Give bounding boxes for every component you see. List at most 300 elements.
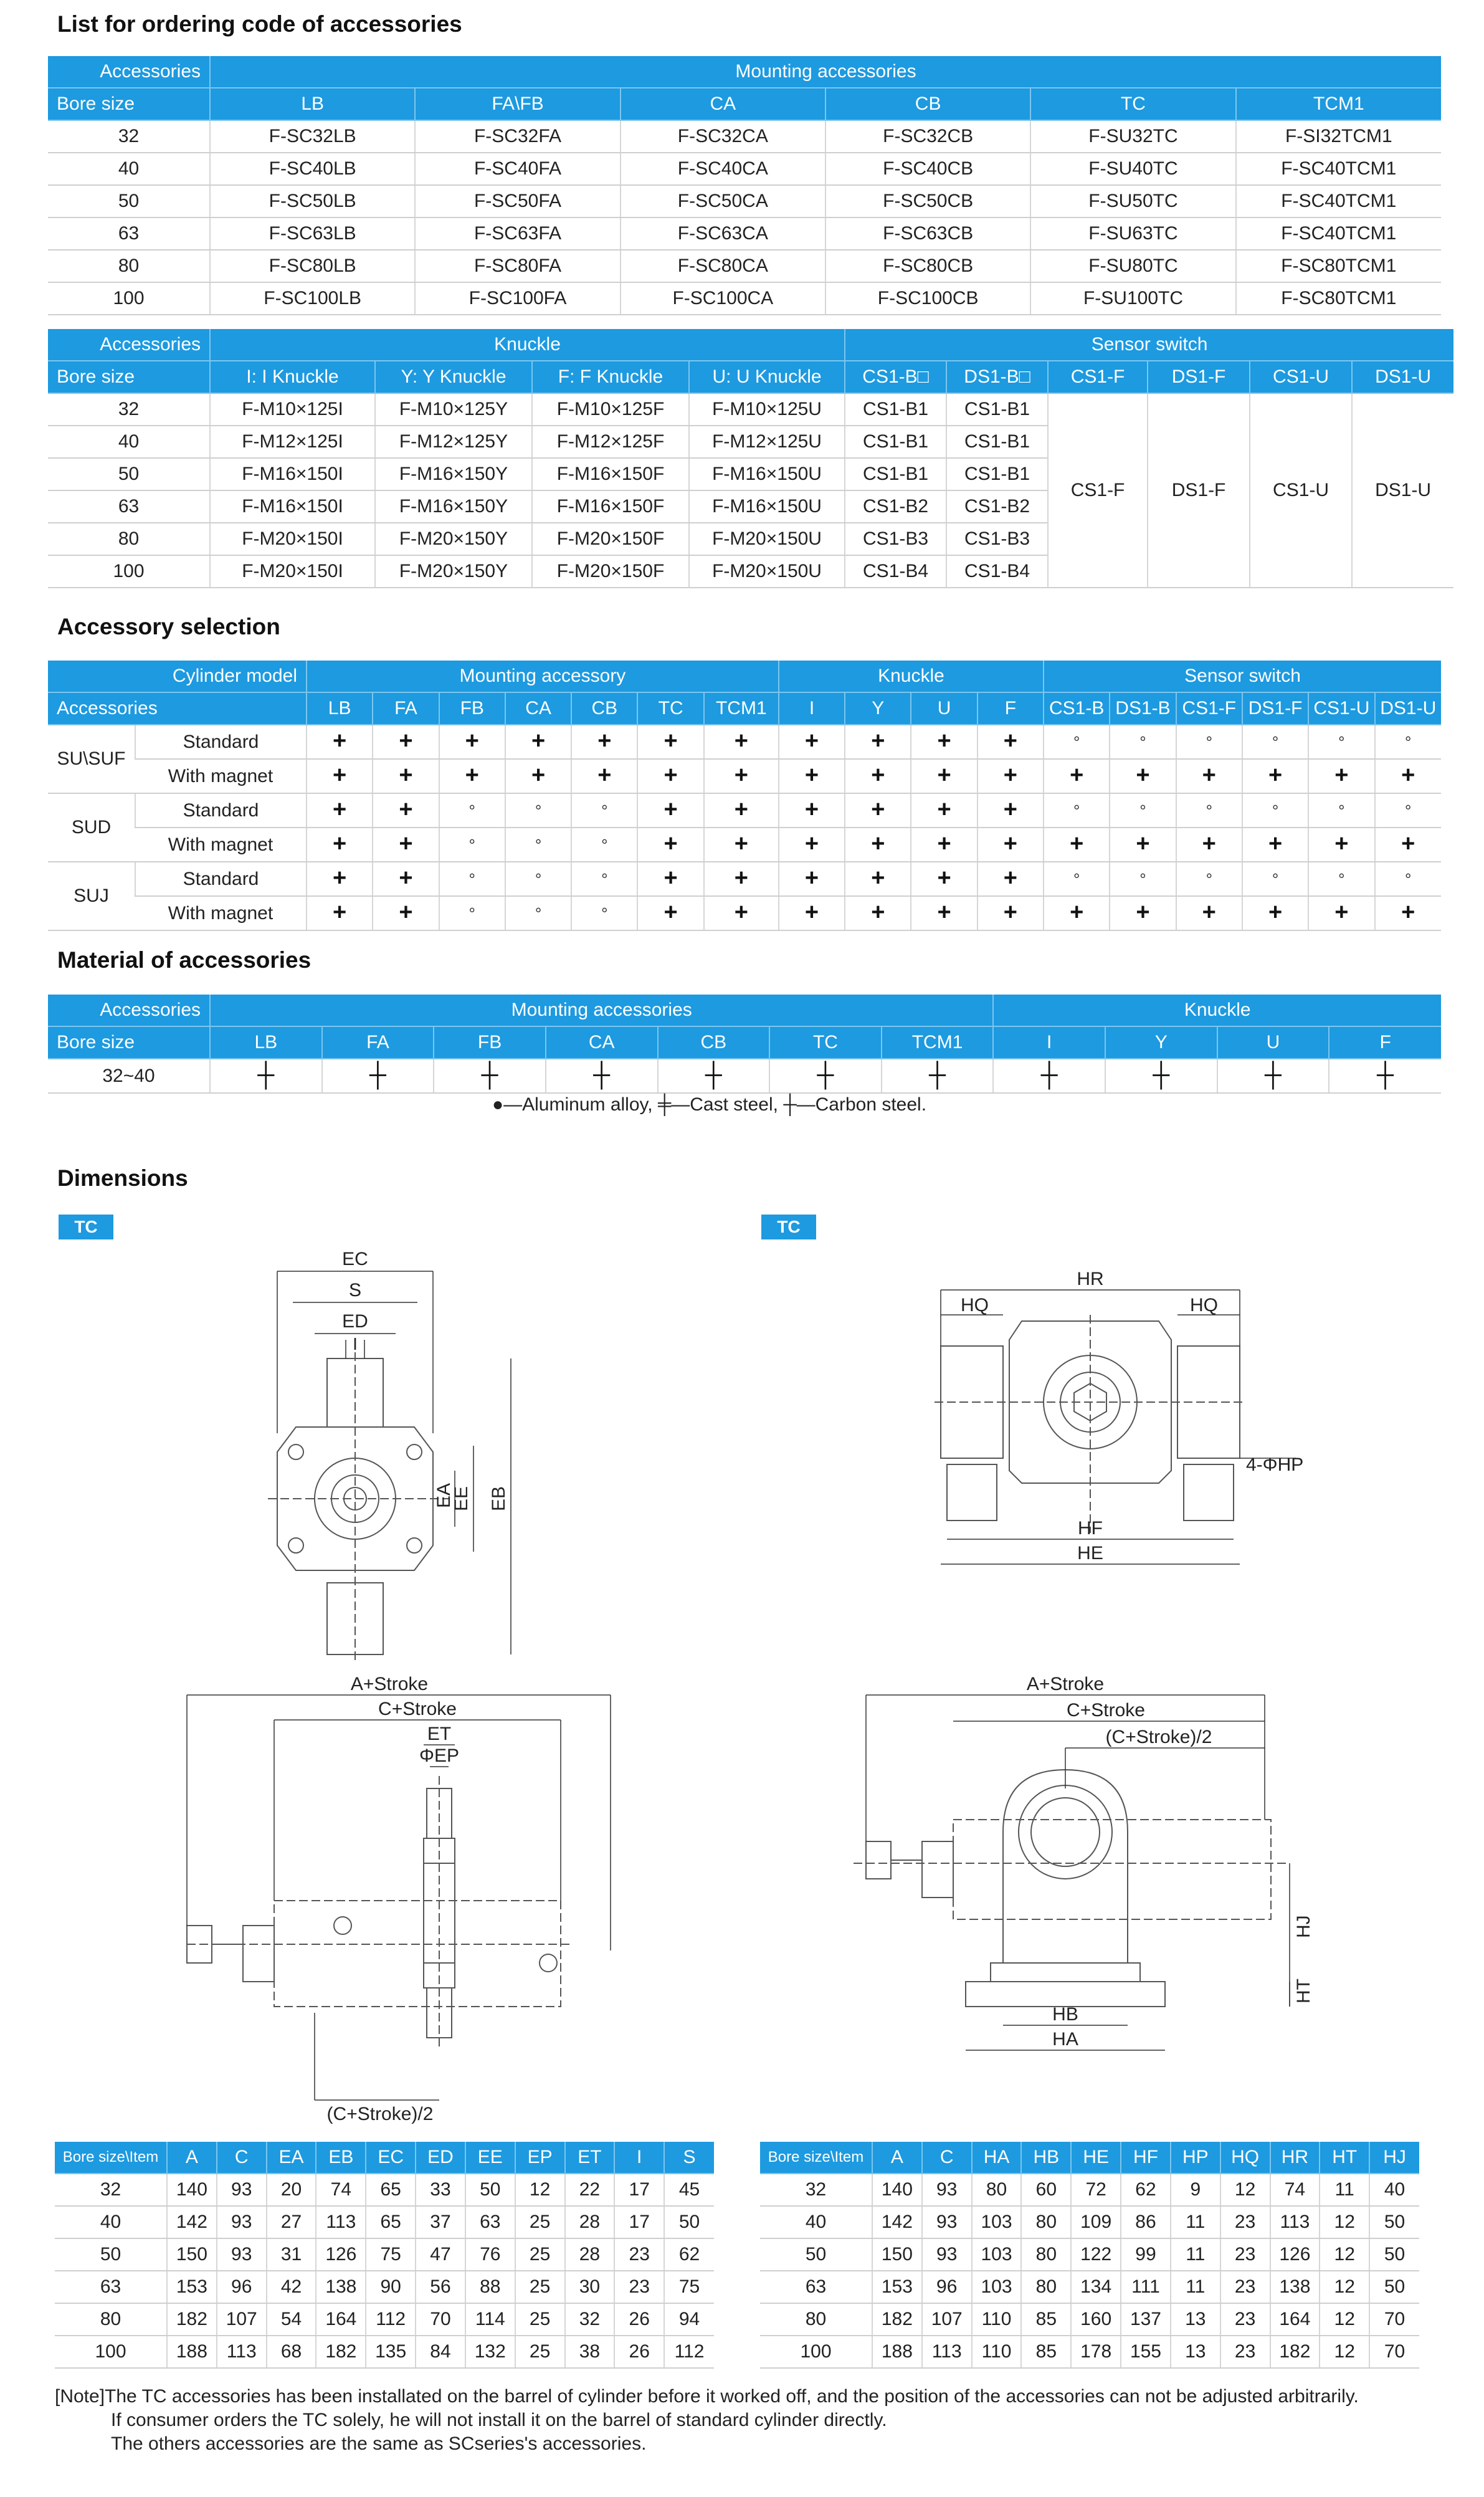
- tc-front-view-drawing: [268, 1246, 530, 1670]
- dim-hf-label: HF: [1078, 1518, 1103, 1539]
- tc-tag-left: TC: [59, 1215, 113, 1239]
- carbon-steel-icon: ┼: [1264, 1062, 1282, 1088]
- bore-size-header: Bore size: [48, 361, 210, 393]
- dimension-value-cell: 155: [1121, 2336, 1171, 2368]
- circle-icon: °: [1073, 869, 1080, 889]
- available-mark: [977, 725, 1044, 759]
- dimension-value-cell: 110: [972, 2303, 1022, 2336]
- column-header: DS1-U: [1352, 361, 1453, 393]
- carbon-steel-icon: ┼: [1040, 1062, 1058, 1088]
- dimension-value-cell: 32: [565, 2303, 615, 2336]
- plus-icon: +: [804, 728, 819, 754]
- dimension-value-cell: 164: [1270, 2303, 1320, 2336]
- bore-size-cell: 32: [760, 2174, 872, 2206]
- column-header: U: [911, 692, 977, 725]
- dimension-value-cell: 70: [1369, 2336, 1419, 2368]
- plus-icon: +: [399, 762, 413, 788]
- available-mark: [1176, 759, 1242, 793]
- dim-c-stroke-label: C+Stroke: [378, 1699, 457, 1719]
- unavailable-mark: [1176, 725, 1242, 759]
- bore-size-cell: 50: [48, 185, 210, 217]
- bore-size-cell: 80: [55, 2303, 167, 2336]
- plus-icon: +: [734, 865, 748, 891]
- plus-icon: +: [465, 762, 479, 788]
- circle-icon: °: [469, 869, 475, 889]
- order-code-cell: F-M20×150F: [532, 555, 689, 588]
- dimension-value-cell: 12: [1220, 2174, 1270, 2206]
- dimension-value-cell: 96: [922, 2271, 972, 2303]
- dimension-value-cell: 11: [1171, 2206, 1220, 2238]
- unavailable-mark: [1375, 862, 1441, 896]
- column-header: HQ: [1220, 2142, 1270, 2174]
- bore-size-cell: 40: [48, 153, 210, 185]
- plus-icon: +: [399, 796, 413, 823]
- table-row: [55, 2174, 714, 2206]
- order-code-cell: F-SU100TC: [1030, 282, 1235, 315]
- column-header: CA: [505, 692, 571, 725]
- column-header: CB: [571, 692, 637, 725]
- available-mark: [373, 725, 439, 759]
- unavailable-mark: [505, 896, 571, 930]
- column-header: HB: [1021, 2142, 1071, 2174]
- dimension-value-cell: 75: [664, 2271, 714, 2303]
- bore-size-cell: 50: [48, 458, 210, 490]
- cylinder-type-cell: With magnet: [135, 828, 307, 862]
- dimension-value-cell: 80: [1021, 2271, 1071, 2303]
- dimension-value-cell: 110: [972, 2336, 1022, 2368]
- unavailable-mark: [1044, 793, 1110, 828]
- dimension-value-cell: 12: [1320, 2206, 1369, 2238]
- plus-icon: +: [664, 865, 678, 891]
- dimension-value-cell: 12: [1320, 2271, 1369, 2303]
- dimension-value-cell: 50: [1369, 2206, 1419, 2238]
- order-code-cell: F-SC63CB: [825, 217, 1030, 250]
- carbon-steel-mark: [210, 1059, 322, 1093]
- circle-icon: °: [1405, 732, 1412, 752]
- available-mark: [637, 793, 703, 828]
- dimension-value-cell: 23: [614, 2271, 664, 2303]
- cylinder-type-cell: Standard: [135, 862, 307, 896]
- material-legend: [492, 1094, 926, 1115]
- carbon-steel-mark: [1329, 1059, 1441, 1093]
- plus-icon: +: [937, 762, 951, 788]
- knuckle-group: Knuckle: [779, 661, 1044, 692]
- available-mark: [1044, 828, 1110, 862]
- dimension-value-cell: 182: [872, 2303, 922, 2336]
- column-header: Bore size\Item: [55, 2142, 167, 2174]
- available-mark: [637, 896, 703, 930]
- carbon-steel-icon: ┼: [929, 1062, 946, 1088]
- dim-hp-label: 4-ΦHP: [1246, 1454, 1304, 1475]
- column-header: CS1-B□: [845, 361, 946, 393]
- dimension-value-cell: 86: [1121, 2206, 1171, 2238]
- bore-size-cell: 63: [48, 490, 210, 523]
- dimension-value-cell: 72: [1071, 2174, 1121, 2206]
- dim-ht-label: HT: [1293, 1979, 1314, 2003]
- circle-icon: °: [1206, 732, 1212, 752]
- dim-ee-label: EE: [451, 1486, 472, 1511]
- column-header: TCM1: [704, 692, 779, 725]
- column-header: CA: [546, 1026, 658, 1059]
- carbon-steel-icon: ┼: [705, 1062, 722, 1088]
- order-code-cell: F-M16×150U: [689, 458, 845, 490]
- column-header: TC: [769, 1026, 882, 1059]
- unavailable-mark: [571, 793, 637, 828]
- cylinder-type-cell: With magnet: [135, 759, 307, 793]
- column-header: Y: [845, 692, 911, 725]
- dimension-value-cell: 50: [1369, 2271, 1419, 2303]
- available-mark: [845, 793, 911, 828]
- order-code-cell: F-SC50LB: [210, 185, 415, 217]
- dimension-value-cell: 84: [416, 2336, 465, 2368]
- bore-size-cell: 50: [55, 2238, 167, 2271]
- unavailable-mark: [1044, 725, 1110, 759]
- bore-size-cell: 100: [760, 2336, 872, 2368]
- plus-icon: +: [1136, 899, 1150, 925]
- column-header: EP: [515, 2142, 565, 2174]
- carbon-steel-mark: [882, 1059, 994, 1093]
- dimension-table-cylinder: [55, 2142, 714, 2369]
- dimension-value-cell: 85: [1021, 2303, 1071, 2336]
- material-table: [48, 995, 1441, 1094]
- available-mark: [911, 725, 977, 759]
- dimension-value-cell: 63: [465, 2206, 515, 2238]
- dim-ep-label: ΦEP: [419, 1745, 459, 1766]
- plus-icon: +: [1401, 899, 1415, 925]
- order-code-cell: F-SU40TC: [1030, 153, 1235, 185]
- material-bore-label: 32~40: [48, 1059, 210, 1093]
- column-header: F: [977, 692, 1044, 725]
- bore-size-cell: 40: [760, 2206, 872, 2238]
- solid-dot-icon: ●: [492, 1094, 504, 1115]
- column-header: CS1-F: [1176, 692, 1242, 725]
- order-code-cell: F-SC40TCM1: [1236, 217, 1441, 250]
- unavailable-mark: [1242, 725, 1308, 759]
- dimension-value-cell: 22: [565, 2174, 615, 2206]
- carbon-steel-mark: [1217, 1059, 1329, 1093]
- column-header: LB: [210, 88, 415, 120]
- unavailable-mark: [1176, 862, 1242, 896]
- dim-hq-right-label: HQ: [1190, 1295, 1218, 1315]
- circle-icon: °: [1073, 801, 1080, 820]
- cylinder-type-cell: Standard: [135, 725, 307, 759]
- table-row: [48, 282, 1441, 315]
- order-code-cell: F-M20×150I: [210, 555, 375, 588]
- order-code-cell: CS1-B1: [845, 393, 946, 426]
- bore-size-cell: 63: [48, 217, 210, 250]
- column-header: FA: [322, 1026, 434, 1059]
- unavailable-mark: [439, 793, 505, 828]
- plus-icon: +: [1202, 831, 1216, 857]
- table-row: [760, 2271, 1419, 2303]
- merged-sensor-cell: DS1-U: [1352, 393, 1453, 588]
- column-header: I: [993, 1026, 1105, 1059]
- unavailable-mark: [1242, 862, 1308, 896]
- plus-icon: +: [871, 831, 885, 857]
- dim-c-stroke-label-2: C+Stroke: [1067, 1700, 1145, 1721]
- carbon-steel-icon: ┼: [1153, 1062, 1170, 1088]
- available-mark: [1375, 896, 1441, 930]
- dimension-value-cell: 62: [664, 2238, 714, 2271]
- tc-bracket-side-drawing: [829, 1676, 1364, 2063]
- dimension-value-cell: 74: [316, 2174, 366, 2206]
- dimension-value-cell: 28: [565, 2238, 615, 2271]
- dimension-value-cell: 11: [1320, 2174, 1369, 2206]
- available-mark: [307, 862, 373, 896]
- plus-icon: +: [1070, 899, 1084, 925]
- column-header: EB: [316, 2142, 366, 2174]
- plus-icon: +: [937, 728, 951, 754]
- circle-icon: °: [601, 801, 608, 820]
- available-mark: [1110, 828, 1176, 862]
- bore-size-cell: 80: [760, 2303, 872, 2336]
- column-header: FB: [434, 1026, 546, 1059]
- order-code-cell: CS1-B1: [845, 426, 946, 458]
- dimension-value-cell: 23: [1220, 2206, 1270, 2238]
- dim-ec-label: EC: [342, 1249, 368, 1269]
- order-code-cell: F-SC63FA: [415, 217, 620, 250]
- available-mark: [779, 793, 845, 828]
- dimension-value-cell: 188: [872, 2336, 922, 2368]
- order-code-cell: F-SC80FA: [415, 250, 620, 282]
- dim-c-half-label-2: (C+Stroke)/2: [1105, 1727, 1212, 1747]
- dimension-value-cell: 28: [565, 2206, 615, 2238]
- available-mark: [845, 725, 911, 759]
- column-header: LB: [307, 692, 373, 725]
- dimension-value-cell: 93: [217, 2238, 267, 2271]
- available-mark: [704, 896, 779, 930]
- plus-icon: +: [399, 899, 413, 925]
- available-mark: [977, 759, 1044, 793]
- column-header: S: [664, 2142, 714, 2174]
- order-code-cell: F-SC40FA: [415, 153, 620, 185]
- plus-icon: +: [871, 865, 885, 891]
- unavailable-mark: [505, 828, 571, 862]
- order-code-cell: CS1-B2: [946, 490, 1048, 523]
- order-code-cell: F-SC80LB: [210, 250, 415, 282]
- available-mark: [845, 896, 911, 930]
- plus-icon: +: [333, 899, 347, 925]
- dimension-value-cell: 150: [167, 2238, 217, 2271]
- order-code-cell: F-M16×150F: [532, 458, 689, 490]
- column-header: EA: [267, 2142, 316, 2174]
- circle-icon: °: [535, 869, 542, 889]
- available-mark: [1110, 759, 1176, 793]
- table-row: [48, 250, 1441, 282]
- plus-icon: +: [734, 728, 748, 754]
- table-row: [55, 2271, 714, 2303]
- column-header: DS1-F: [1148, 361, 1250, 393]
- dimension-value-cell: 12: [1320, 2303, 1369, 2336]
- circle-icon: °: [1206, 869, 1212, 889]
- dimension-value-cell: 11: [1171, 2271, 1220, 2303]
- available-mark: [911, 896, 977, 930]
- available-mark: [704, 828, 779, 862]
- dimension-value-cell: 25: [515, 2303, 565, 2336]
- dimension-value-cell: 25: [515, 2238, 565, 2271]
- plus-icon: +: [531, 762, 546, 788]
- dim-eb-label: EB: [488, 1486, 509, 1511]
- dimension-value-cell: 23: [614, 2238, 664, 2271]
- table-row: [55, 2206, 714, 2238]
- dimension-value-cell: 94: [664, 2303, 714, 2336]
- plus-icon: +: [1268, 762, 1283, 788]
- order-code-cell: F-M12×125F: [532, 426, 689, 458]
- plus-icon: +: [531, 728, 546, 754]
- unavailable-mark: [1375, 793, 1441, 828]
- dimension-value-cell: 113: [217, 2336, 267, 2368]
- plus-icon: +: [1003, 762, 1017, 788]
- bore-size-cell: 63: [760, 2271, 872, 2303]
- sensor-switch-group: Sensor switch: [1044, 661, 1441, 692]
- dimension-value-cell: 12: [1320, 2336, 1369, 2368]
- bore-size-cell: 40: [55, 2206, 167, 2238]
- circle-icon: °: [1073, 732, 1080, 752]
- circle-icon: °: [1272, 732, 1279, 752]
- plus-icon: +: [1003, 796, 1017, 823]
- order-code-cell: F-SC40LB: [210, 153, 415, 185]
- circle-icon: °: [535, 801, 542, 820]
- unavailable-mark: [1044, 862, 1110, 896]
- carbon-steel-icon: ┼: [1377, 1062, 1394, 1088]
- dim-i-label: I: [353, 1334, 358, 1354]
- plus-icon: +: [734, 831, 748, 857]
- carbon-steel-mark: [769, 1059, 882, 1093]
- circle-icon: °: [1139, 732, 1146, 752]
- unavailable-mark: [439, 828, 505, 862]
- order-code-cell: CS1-B2: [845, 490, 946, 523]
- dimension-value-cell: 112: [366, 2303, 416, 2336]
- dim-a-stroke-label-2: A+Stroke: [1026, 1674, 1105, 1694]
- dim-ed-label: ED: [342, 1311, 368, 1332]
- plus-icon: +: [333, 762, 347, 788]
- plus-icon: +: [465, 728, 479, 754]
- dimension-value-cell: 135: [366, 2336, 416, 2368]
- circle-icon: °: [601, 835, 608, 854]
- plus-icon: +: [399, 728, 413, 754]
- dimension-value-cell: 25: [515, 2271, 565, 2303]
- dimension-value-cell: 160: [1071, 2303, 1121, 2336]
- available-mark: [1110, 896, 1176, 930]
- available-mark: [779, 759, 845, 793]
- plus-icon: +: [1202, 762, 1216, 788]
- plus-icon: +: [1202, 899, 1216, 925]
- column-header: F: [1329, 1026, 1441, 1059]
- bore-size-header: Bore size: [48, 88, 210, 120]
- dimension-value-cell: 17: [614, 2206, 664, 2238]
- available-mark: [439, 759, 505, 793]
- dimension-value-cell: 85: [1021, 2336, 1071, 2368]
- dimension-value-cell: 13: [1171, 2336, 1220, 2368]
- dimension-value-cell: 50: [664, 2206, 714, 2238]
- available-mark: [779, 828, 845, 862]
- column-header: FA\FB: [415, 88, 620, 120]
- cylinder-model-cell: SUD: [48, 793, 135, 862]
- plus-icon: +: [804, 899, 819, 925]
- dimension-value-cell: 113: [316, 2206, 366, 2238]
- order-code-cell: F-M16×150Y: [375, 458, 532, 490]
- carbon-steel-mark: [434, 1059, 546, 1093]
- merged-sensor-cell: DS1-F: [1148, 393, 1250, 588]
- available-mark: [911, 759, 977, 793]
- available-mark: [911, 793, 977, 828]
- column-header: F: F Knuckle: [532, 361, 689, 393]
- table-row: [48, 217, 1441, 250]
- column-header: CB: [658, 1026, 770, 1059]
- available-mark: [845, 759, 911, 793]
- dimension-value-cell: 42: [267, 2271, 316, 2303]
- column-header: EC: [366, 2142, 416, 2174]
- column-header: HF: [1121, 2142, 1171, 2174]
- order-code-cell: F-M16×150Y: [375, 490, 532, 523]
- order-code-cell: F-M16×150I: [210, 458, 375, 490]
- plus-icon: +: [871, 762, 885, 788]
- available-mark: [845, 828, 911, 862]
- plus-icon: +: [734, 762, 748, 788]
- order-code-cell: F-M20×150U: [689, 523, 845, 555]
- column-header: HJ: [1369, 2142, 1419, 2174]
- order-code-cell: F-SC32LB: [210, 120, 415, 153]
- available-mark: [779, 725, 845, 759]
- dimension-value-cell: 65: [366, 2206, 416, 2238]
- dimension-value-cell: 103: [972, 2238, 1022, 2271]
- available-mark: [1375, 828, 1441, 862]
- plus-icon: +: [804, 762, 819, 788]
- order-code-cell: F-SC50CA: [621, 185, 825, 217]
- dimension-value-cell: 26: [614, 2303, 664, 2336]
- unavailable-mark: [571, 862, 637, 896]
- plus-icon: +: [1401, 762, 1415, 788]
- order-code-cell: F-SU63TC: [1030, 217, 1235, 250]
- plus-icon: +: [1334, 831, 1349, 857]
- available-mark: [1242, 828, 1308, 862]
- dimension-value-cell: 103: [972, 2271, 1022, 2303]
- dimension-value-cell: 45: [664, 2174, 714, 2206]
- dimension-value-cell: 12: [515, 2174, 565, 2206]
- column-header: TCM1: [1236, 88, 1441, 120]
- carbon-steel-icon: ┼: [783, 1094, 797, 1115]
- column-header: HE: [1071, 2142, 1121, 2174]
- unavailable-mark: [505, 862, 571, 896]
- column-header: LB: [210, 1026, 322, 1059]
- table-row: [760, 2303, 1419, 2336]
- column-header: A: [872, 2142, 922, 2174]
- dimension-value-cell: 93: [922, 2174, 972, 2206]
- order-code-cell: F-M12×125U: [689, 426, 845, 458]
- available-mark: [373, 828, 439, 862]
- dim-et-label: ET: [427, 1724, 452, 1744]
- ordering-table-knuckle-sensor: [48, 329, 1453, 588]
- cylinder-type-cell: With magnet: [135, 896, 307, 930]
- column-header: Y: Y Knuckle: [375, 361, 532, 393]
- accessories-header: Accessories: [48, 329, 210, 361]
- available-mark: [373, 896, 439, 930]
- circle-icon: °: [1338, 801, 1345, 820]
- dimension-value-cell: 23: [1220, 2271, 1270, 2303]
- plus-icon: +: [597, 762, 612, 788]
- heading-selection: Accessory selection: [57, 614, 280, 639]
- dimension-value-cell: 103: [972, 2206, 1022, 2238]
- dimension-value-cell: 138: [316, 2271, 366, 2303]
- dimension-value-cell: 47: [416, 2238, 465, 2271]
- order-code-cell: F-SU80TC: [1030, 250, 1235, 282]
- plus-icon: +: [804, 831, 819, 857]
- order-code-cell: F-SC32CB: [825, 120, 1030, 153]
- order-code-cell: F-M16×150U: [689, 490, 845, 523]
- order-code-cell: F-M20×150Y: [375, 523, 532, 555]
- carbon-steel-icon: ┼: [817, 1062, 834, 1088]
- column-header: C: [217, 2142, 267, 2174]
